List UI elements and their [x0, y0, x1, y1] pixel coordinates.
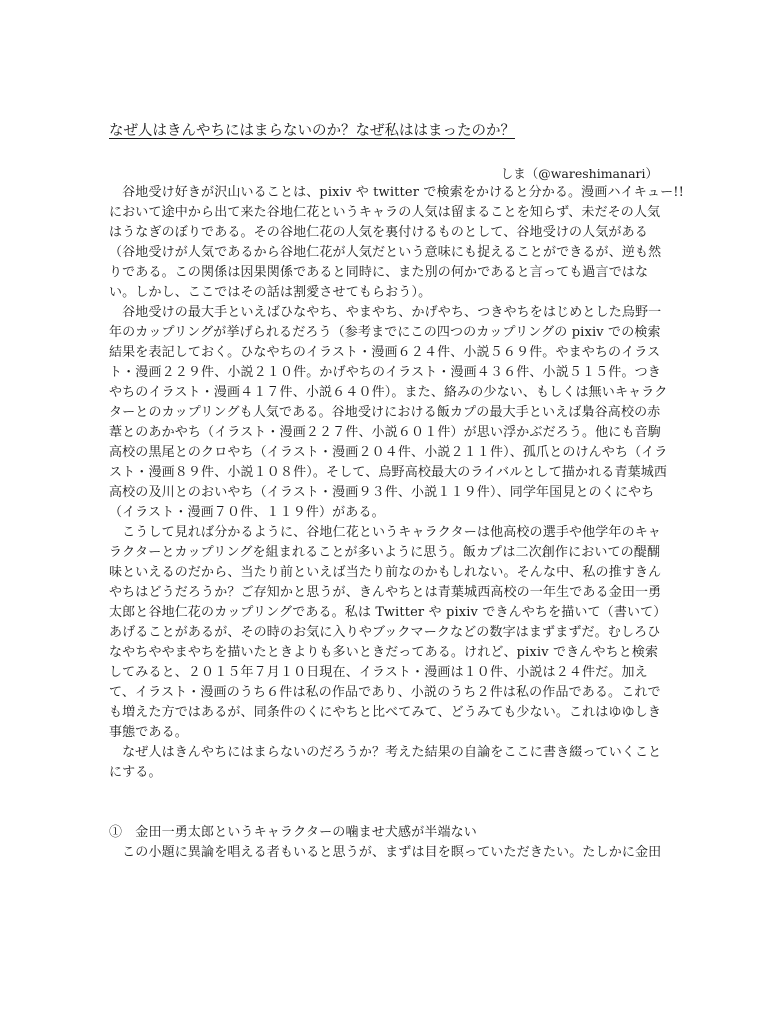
body-line: やちはどうだろうか？ご存知かと思うが、きんやちとは青葉城西高校の一年生である金田一勇 [109, 585, 662, 600]
author-byline: しま（@wareshimanari） [500, 166, 658, 181]
body-line: やちのイラスト・漫画４１７件、小説６４０件）。また、絡みの少ない、もしくは無いキャラク [109, 385, 668, 400]
body-line: なぜ人はきんやちにはまらないのだろうか？考えた結果の自論をここに書き綴っていくこと [109, 745, 662, 760]
body-line: この小題に異論を唱える者もいると思うが、まずは目を瞑っていただきたい。たしかに金田 [109, 845, 662, 860]
body-line: て、イラスト・漫画のうち６件は私の作品であり、小説のうち２件は私の作品である。これで [109, 685, 661, 700]
document-title: なぜ人はきんやちにはまらないのか？なぜ私ははまったのか？ [109, 123, 515, 139]
body-line: （谷地受けが人気であるから谷地仁花が人気だという意味にも捉えることができるが、逆も然 [109, 245, 662, 260]
body-line: 谷地受け好きが沢山いることは、pixiv や twitter で検索をかけると分かる。漫画ハイキュー!! [109, 185, 684, 200]
body-line: 結果を表記しておく。ひなやちのイラスト・漫画６２４件、小説５６９件。やまやちのイラス [109, 345, 661, 360]
body-line: 高校の及川とのおいやち（イラスト・漫画９３件、小説１１９件）、同学年国見とのくにやち [109, 485, 655, 500]
body-line: 葦とのあかやち（イラスト・漫画２２７件、小説６０１件）が思い浮かぶだろう。他にも音駒 [109, 425, 661, 440]
body-line: ラクターとカップリングを組まれることが多いように思う。飯カプは二次創作においての醍醐 [109, 545, 661, 560]
body-line: してみると、２０１５年７月１０日現在、イラスト・漫画は１０件、小説は２４件だ。加え [109, 665, 648, 680]
body-line: はうなぎのぼりである。その谷地仁花の人気を裏付けるものとして、谷地受けの人気がある [109, 225, 648, 240]
body-line: （イラスト・漫画７０件、１１９件）がある。 [109, 505, 385, 520]
body-line: 年のカップリングが挙げられるだろう（参考までにこの四つのカップリングの pixiv での検索 [109, 325, 661, 340]
body-line: にする。 [109, 765, 162, 780]
body-line: 高校の黒尾とのクロやち（イラスト・漫画２０４件、小説２１１件）、孤爪とのけんやち（イラ [109, 445, 668, 460]
body-line: 事態である。 [109, 725, 188, 740]
body-line: ト・漫画２２９件、小説２１０件。かげやちのイラスト・漫画４３６件、小説５１５件。つき [109, 365, 661, 380]
body-line: 谷地受けの最大手といえばひなやち、やまやち、かげやち、つきやちをはじめとした烏野一 [109, 305, 662, 320]
body-line: ターとのカップリングも人気である。谷地受けにおける飯カプの最大手といえば梟谷高校の赤 [109, 405, 661, 420]
body-line: 太郎と谷地仁花のカップリングである。私は Twitter や pixiv できんやちを描いて（書いて） [109, 605, 667, 620]
body-line: スト・漫画８９件、小説１０８件）。そして、烏野高校最大のライバルとして描かれる青葉城西 [109, 465, 668, 480]
body-line: ① 金田一勇太郎というキャラクターの噛ませ犬感が半端ない [109, 825, 477, 840]
body-line: において途中から出て来た谷地仁花というキャラの人気は留まることを知らず、未だその人気 [109, 205, 661, 220]
body-line: 味といえるのだから、当たり前といえば当たり前なのかもしれない。そんな中、私の推すきん [109, 565, 662, 580]
body-line: なやちややまやちを描いたときよりも多いときだってある。けれど、pixiv できんやちと検索 [109, 645, 659, 660]
body-line: あげることがあるが、その時のお気に入りやブックマークなどの数字はまずまずだ。むしろひ [109, 625, 661, 640]
body-line: こうして見れば分かるように、谷地仁花というキャラクターは他高校の選手や他学年のキャ [109, 525, 662, 540]
body-line: い。しかし、ここではその話は割愛させてもらおう）。 [109, 285, 432, 300]
body-line: も増えた方ではあるが、同条件のくにやちと比べてみて、どうみても少ない。これはゆゆしき [109, 705, 662, 720]
body-line: りである。この関係は因果関係であると同時に、また別の何かであると言っても過言ではな [109, 265, 649, 280]
